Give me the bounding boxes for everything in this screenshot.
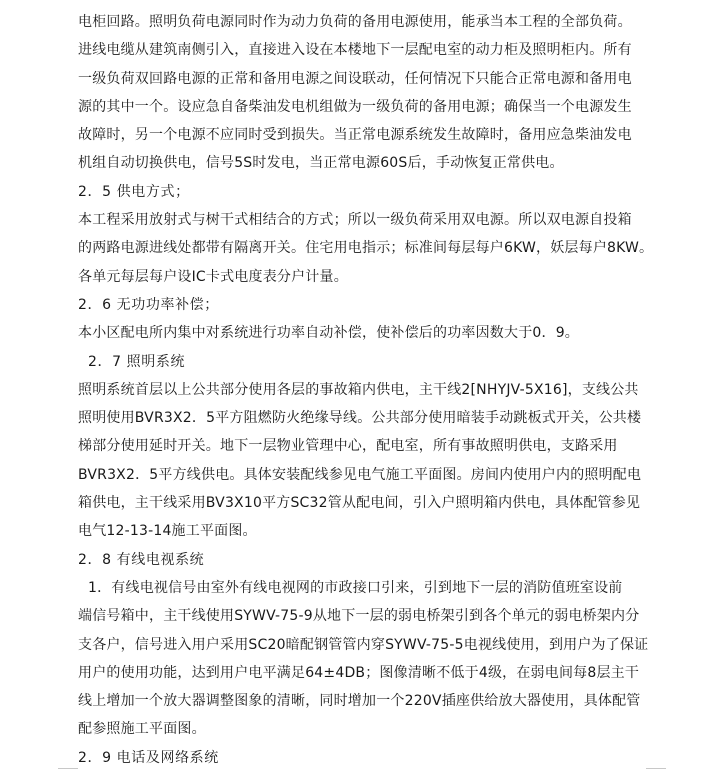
paragraph-line: 1．有线电视信号由室外有线电视网的市政接口引来，引到地下一层的消防值班室设前 [88,579,623,596]
paragraph-line: 本工程采用放射式与树干式相结合的方式；所以一级负荷采用双电源。所以双电源自投箱 [78,212,632,229]
paragraph-line: 支各户，信号进入用户采用SC20暗配钢管管内穿SYWV-75-5电视线使用，到用户为了保证 [78,636,649,653]
paragraph-line: 电柜回路。照明负荷电源同时作为动力负荷的备用电源使用，能承当本工程的全部负荷。 [78,14,632,30]
paragraph-line: 各单元每层每户设IC卡式电度表分户计量。 [78,268,348,285]
section-heading: 2．6 无功功率补偿； [78,296,219,313]
paragraph-line: 线上增加一个放大器调整图象的清晰，同时增加一个220V插座供给放大器使用，具体配管 [78,693,641,710]
paragraph-line: 本小区配电所内集中对系统进行功率自动补偿，使补偿后的功率因数大于0．9。 [78,325,580,342]
paragraph-line: 端信号箱中，主干线使用SYWV-75-9从地下一层的弱电桥架引到各个单元的弱电桥架内分 [78,608,640,625]
paragraph-line: 梯部分使用延时开关。地下一层物业管理中心，配电室，所有事故照明供电，支路采用 [78,438,618,455]
paragraph-line: 一级负荷双回路电源的正常和备用电源之间设联动，任何情况下只能合正常电源和备用电 [78,70,632,87]
section-heading: 2．9 电话及网络系统 [78,749,219,766]
section-heading: 2．5 供电方式； [78,183,190,200]
paragraph-line: BVR3X2．5平方线供电。具体安装配线参见电气施工平面图。房间内使用户内的照明配电 [78,466,642,483]
paragraph-line: 箱供电，主干线采用BV3X10平方SC32管从配电间，引入户照明箱内供电，具体配管参见 [78,495,641,512]
paragraph-line: 源的其中一个。设应急自备柴油发电机组做为一级负荷的备用电源；确保当一个电源发生 [78,98,632,115]
paragraph-line: 进线电缆从建筑南侧引入，直接进入设在本楼地下一层配电室的动力柜及照明柜内。所有 [78,42,632,59]
paragraph-line: 配参照施工平面图。 [78,721,206,738]
paragraph-line: 的两路电源进线处都带有隔离开关。住宅用电指示；标准间每层每户6KW，妖层每户8KW。 [78,240,654,257]
paragraph-line: 用户的使用功能，达到用户电平满足64±4DB；图像清晰不低于4级，在弱电间每8层主干 [78,664,640,681]
paragraph-line: 照明系统首层以上公共部分使用各层的事故箱内供电，主干线2[NHYJV-5X16]，支线公共 [78,381,639,398]
paragraph-line: 电气12-13-14施工平面图。 [78,523,257,540]
paragraph-line: 故障时，另一个电源不应同时受到损失。当正常电源系统发生故障时，备用应急柴油发电 [78,127,632,144]
section-heading: 2．8 有线电视系统 [78,551,205,568]
section-heading: 2．7 照明系统 [88,353,186,370]
paragraph-line: 照明使用BVR3X2．5平方阻燃防火绝缘导线。公共部分使用暗装手动跳板式开关，公共楼 [78,410,642,427]
document-body [78,8,658,772]
paragraph-line: 机组自动切换供电，信号5S时发电，当正常电源60S后，手动恢复正常供电。 [78,155,564,172]
